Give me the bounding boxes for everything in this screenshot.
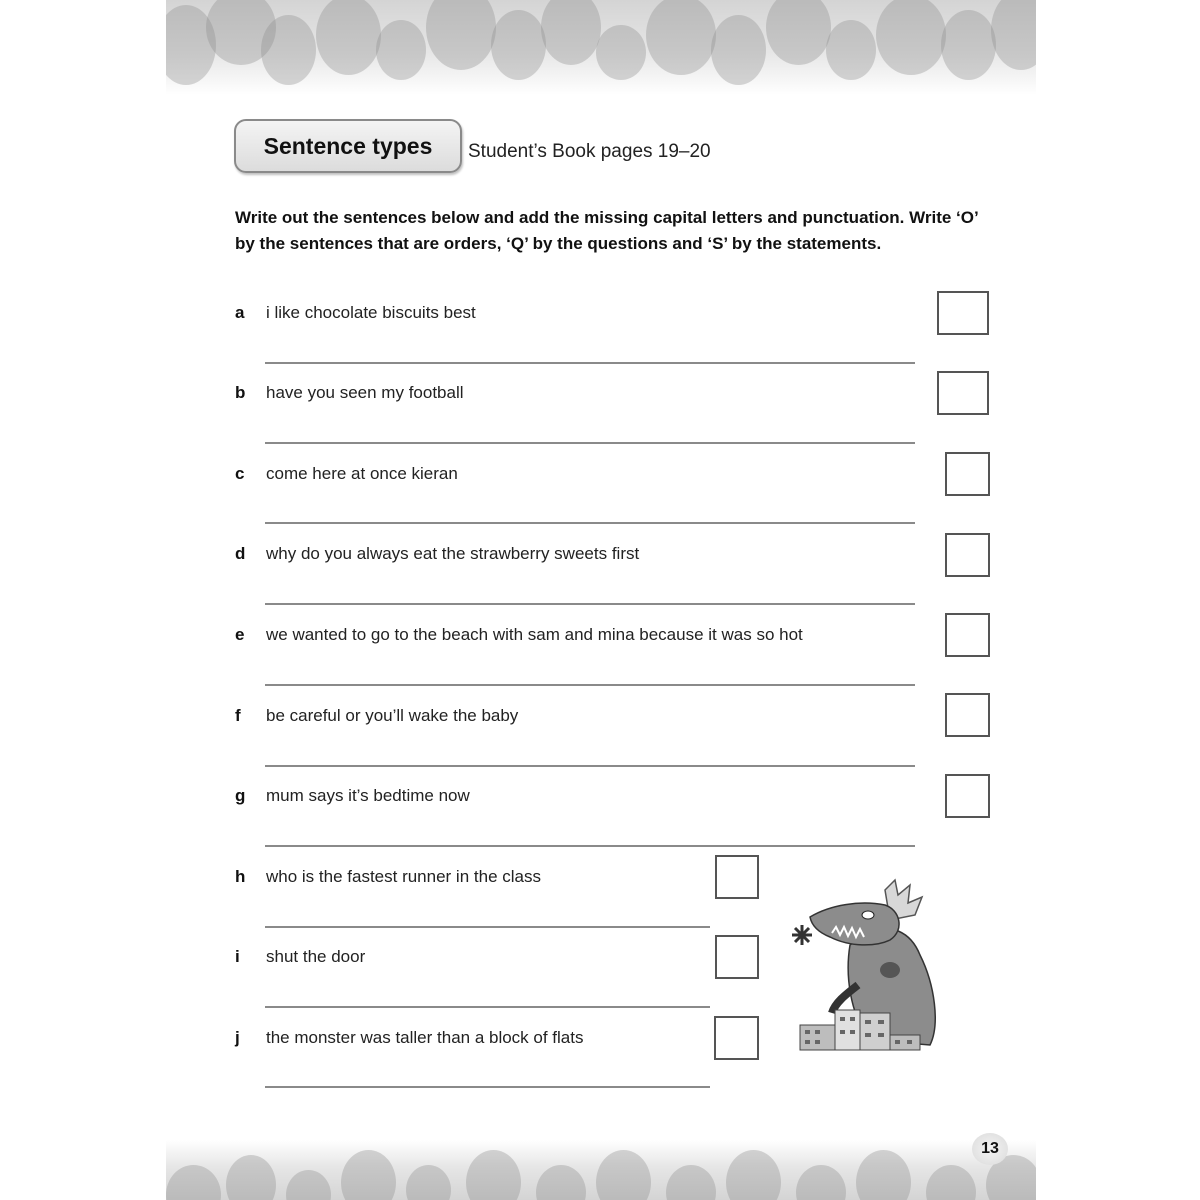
instructions: Write out the sentences below and add the missing capital letters and punctuation. Write ‘O’ by the sentences that are orders, ‘Q’ by the questions and ‘S’ by the statements. [235,208,978,253]
question-letter: b [235,383,246,402]
question-letter: i [235,947,240,966]
question-letter: c [235,464,245,483]
answer-line[interactable] [265,603,915,605]
answer-box[interactable] [715,935,759,979]
question-letter: j [235,1028,240,1047]
page-number: 13 [972,1133,1008,1165]
page-reference: Student’s Book pages 19–20 [468,141,711,162]
question-text: be careful or you’ll wake the baby [266,706,519,725]
answer-line[interactable] [265,362,915,364]
section-title: Sentence types [234,119,462,173]
question-text: we wanted to go to the beach with sam and mina because it was so hot [266,625,803,644]
question-letter: g [235,786,246,805]
question-text: why do you always eat the strawberry sweets first [266,544,640,563]
answer-box[interactable] [945,533,990,577]
answer-box[interactable] [945,613,990,657]
answer-line[interactable] [265,765,915,767]
question-letter: a [235,303,245,322]
question-letter: d [235,544,246,563]
answer-box[interactable] [714,1016,759,1060]
answer-box[interactable] [715,855,759,899]
question-letter: e [235,625,245,644]
answer-line[interactable] [265,1086,710,1088]
question-letter: h [235,867,246,886]
question-text: the monster was taller than a block of flats [266,1028,584,1047]
answer-line[interactable] [265,1006,710,1008]
monster-illustration [790,875,940,1055]
question-text: have you seen my football [266,383,464,402]
answer-line[interactable] [265,522,915,524]
answer-line[interactable] [265,684,915,686]
answer-box[interactable] [937,291,989,335]
answer-box[interactable] [937,371,989,415]
question-text: shut the door [266,947,366,966]
answer-line[interactable] [265,926,710,928]
answer-box[interactable] [945,452,990,496]
answer-line[interactable] [265,442,915,444]
answer-box[interactable] [945,774,990,818]
question-letter: f [235,706,241,725]
question-text: i like chocolate biscuits best [266,303,476,322]
question-text: mum says it’s bedtime now [266,786,470,805]
question-text: come here at once kieran [266,464,458,483]
decorative-bubble-band-top [166,0,1036,95]
question-text: who is the fastest runner in the class [266,867,541,886]
decorative-bubble-band-bottom [166,1140,1036,1200]
answer-box[interactable] [945,693,990,737]
answer-line[interactable] [265,845,915,847]
